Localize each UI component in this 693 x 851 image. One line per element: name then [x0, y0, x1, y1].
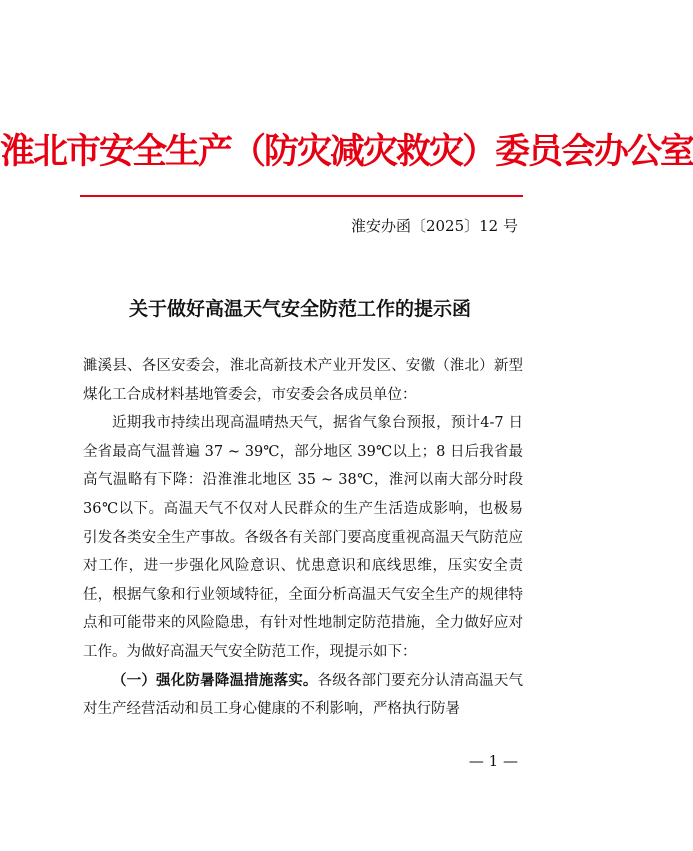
red-divider-line: [80, 195, 523, 197]
intro-paragraph: 近期我市持续出现高温晴热天气，据省气象台预报，预计4-7 日全省最高气温普遍 37 ~ 39℃，部分地区 39℃以上；8 日后我省最高气温略有下降：沿淮淮北地区 35 ~ 38℃，淮河以南大部分时段 36℃以下。高温天气不仅对人民群众的生产生活造成影响，也极易引发各类安全生产事故。各级各有关部门要高度重视高温天气防范应对工作，进一步强化风险意识、忧患意识和底线思维，压实安全责任，根据气象和行业领域特征，全面分析高温天气安全生产的规律特点和可能带来的风险隐患，有针对性地制定防范措施，全力做好应对工作。为做好高温天气安全防范工作，现提示如下：: [83, 415, 523, 660]
page-number: — 1 —: [468, 752, 518, 770]
addressee-paragraph: 濉溪县、各区安委会，淮北高新技术产业开发区、安徽（淮北）新型煤化工合成材料基地管委会，市安委会各成员单位：: [83, 358, 523, 403]
section-1-heading: （一）强化防暑降温措施落实。: [112, 672, 318, 689]
document-number: 淮安办函〔2025〕12 号: [350, 217, 518, 235]
issuer-header: 淮北市安全生产（防灾减灾救灾）委员会办公室: [0, 131, 693, 172]
section-1-paragraph: [83, 667, 523, 724]
document-body: [83, 352, 523, 724]
document-title: 关于做好高温天气安全防范工作的提示函: [128, 298, 471, 320]
section-1-text: 各级各部门要充分认清高温天气对生产经营活动和员工身心健康的不利影响，严格执行防暑: [83, 672, 523, 718]
